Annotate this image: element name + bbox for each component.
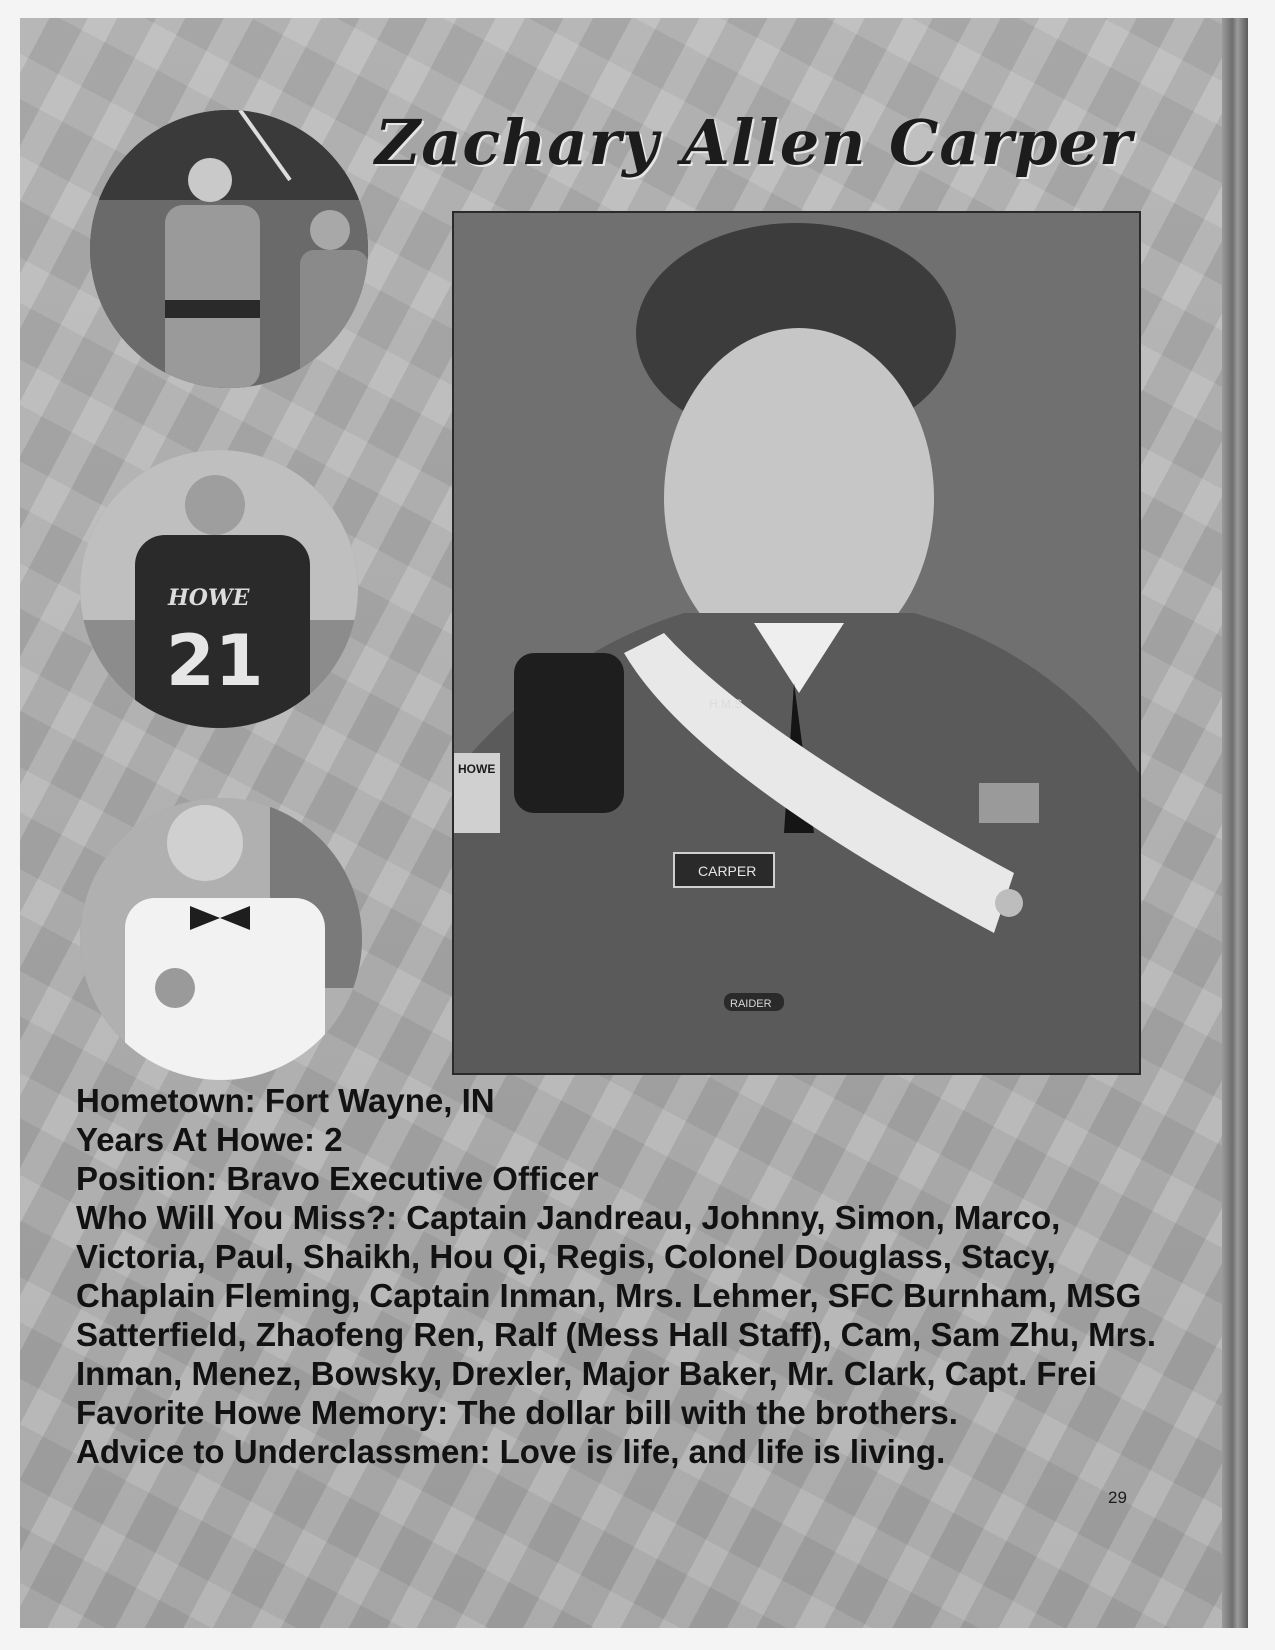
jersey-text: HOWE (168, 585, 250, 611)
yearbook-page (20, 18, 1248, 1628)
football-image (80, 450, 358, 728)
miss-line: Who Will You Miss?: Captain Jandreau, Johnny, Simon, Marco, Victoria, Paul, Shaikh, Hou Qi, Regis, Colonel Douglass, Stacy, Chaplain Fleming, Captain Inman, Mrs. Lehmer, SFC Burnham, MSG Satterfield, Zhaofeng Ren, Ralf (Mess Hall Staff), Cam, Sam Zhu, Mrs. Inman, Menez, Bowsky, Drexler, Major Baker, Mr. Clark, Capt. Frei (76, 1199, 1157, 1392)
memory-line: Favorite Howe Memory: The dollar bill with the brothers. (76, 1394, 958, 1431)
jersey-number: 21 (166, 620, 264, 702)
main-portrait (452, 211, 1141, 1075)
portrait-image (454, 213, 1139, 1073)
name-tag-text: CARPER (698, 863, 757, 879)
collar-tag-text: H.M.S. (709, 697, 746, 711)
photo-saber-event (90, 110, 368, 388)
page-title: Zachary Allen Carper (375, 106, 1133, 179)
book-spine (1222, 18, 1248, 1628)
shoulder-patch-text: HOWE (458, 762, 496, 776)
position-line: Position: Bravo Executive Officer (76, 1160, 599, 1197)
photo-tuxedo (80, 798, 362, 1080)
saber-event-image (90, 110, 368, 388)
hometown-line: Hometown: Fort Wayne, IN (76, 1082, 495, 1119)
years-line: Years At Howe: 2 (76, 1121, 343, 1158)
page-number: 29 (1108, 1488, 1127, 1507)
cadet-info (76, 1081, 1166, 1471)
advice-line: Advice to Underclassmen: Love is life, and life is living. (76, 1433, 946, 1470)
raider-tab-text: RAIDER (730, 998, 772, 1010)
photo-football (80, 450, 358, 728)
tuxedo-image (80, 798, 362, 1080)
